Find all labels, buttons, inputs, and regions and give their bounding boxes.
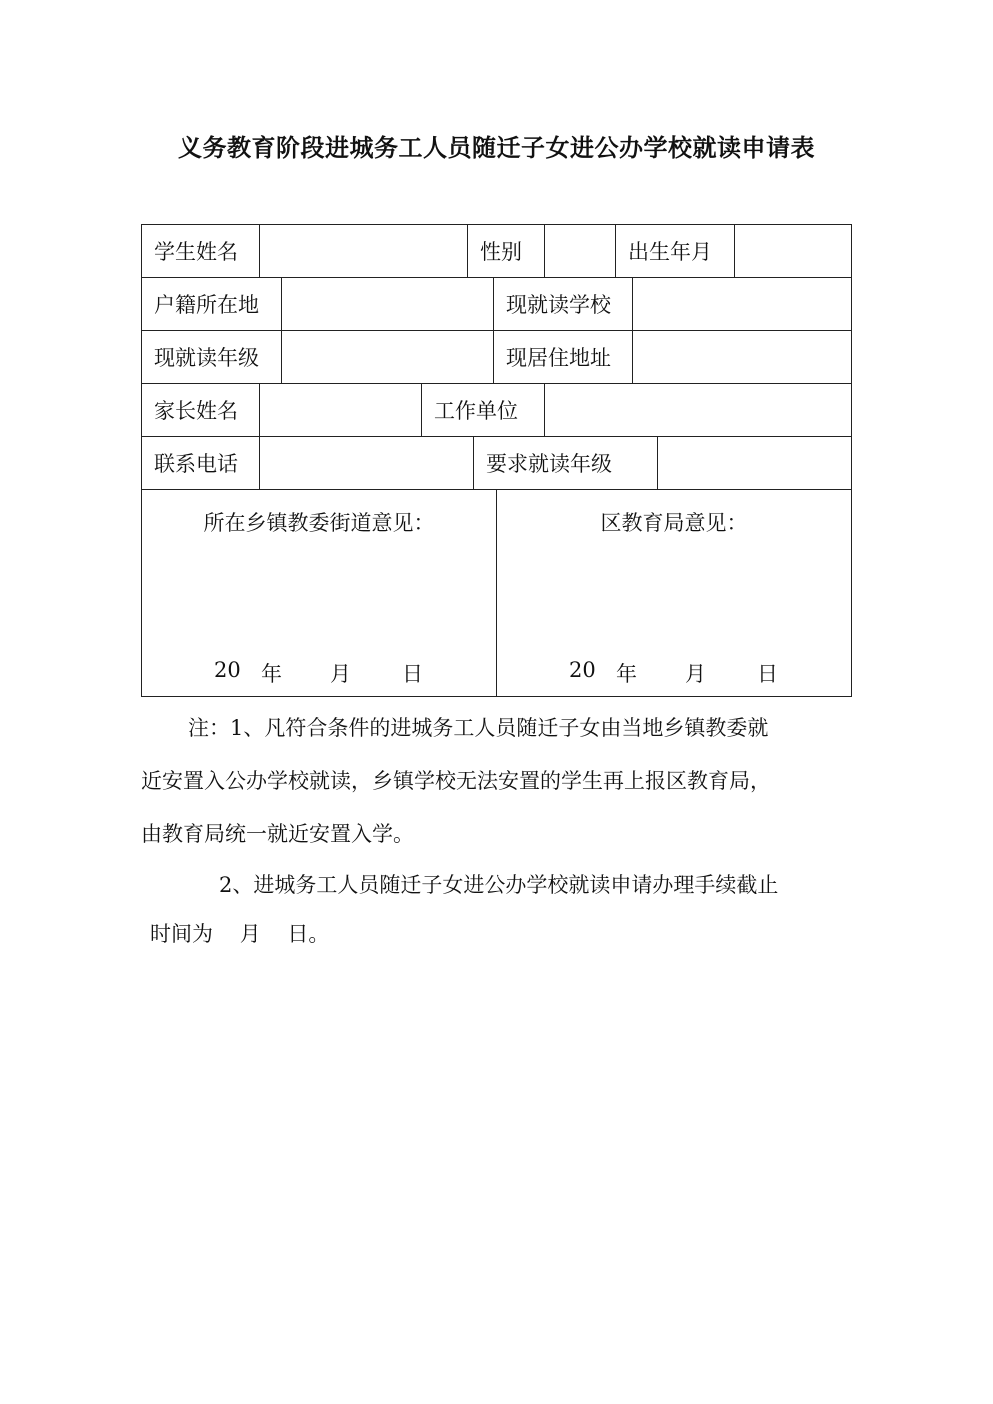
current-school-field[interactable] — [633, 278, 851, 330]
note-1-line-2: 近安置入公办学校就读，乡镇学校无法安置的学生再上报区教育局， — [141, 769, 771, 793]
gender-label: 性别 — [468, 225, 545, 277]
district-date-year: 年 — [616, 662, 637, 686]
birth-date-label: 出生年月 — [616, 225, 735, 277]
current-address-label: 现居住地址 — [494, 331, 633, 383]
note-2-line-1: 2、进城务工人员随迁子女进公办学校就读申请办理手续截止 — [219, 873, 779, 897]
township-date-year: 年 — [261, 662, 282, 686]
form-row-parent — [142, 384, 851, 437]
household-location-label: 户籍所在地 — [142, 278, 282, 330]
district-date-year-prefix: 20 — [569, 658, 596, 682]
township-date-month: 月 — [330, 662, 351, 686]
note-1-line-3: 由教育局统一就近安置入学。 — [141, 822, 414, 846]
township-date-year-prefix: 20 — [214, 658, 241, 682]
form-row-contact — [142, 437, 851, 490]
work-unit-label: 工作单位 — [422, 384, 545, 436]
current-grade-field[interactable] — [282, 331, 494, 383]
parent-name-field[interactable] — [260, 384, 422, 436]
current-grade-label: 现就读年级 — [142, 331, 282, 383]
requested-grade-label: 要求就读年级 — [474, 437, 658, 489]
current-address-field[interactable] — [633, 331, 851, 383]
phone-label: 联系电话 — [142, 437, 260, 489]
township-opinion-box[interactable] — [142, 490, 497, 696]
district-opinion-box[interactable] — [497, 490, 851, 696]
township-date-day: 日 — [402, 662, 423, 686]
household-location-field[interactable] — [282, 278, 494, 330]
note-2-line-2: 时间为 月 日。 — [150, 922, 330, 946]
gender-field[interactable] — [545, 225, 616, 277]
student-name-label: 学生姓名 — [142, 225, 260, 277]
student-name-field[interactable] — [260, 225, 468, 277]
form-row-grade — [142, 331, 851, 384]
district-date-day: 日 — [757, 662, 778, 686]
birth-date-field[interactable] — [735, 225, 851, 277]
page-title: 义务教育阶段进城务工人员随迁子女进公办学校就读申请表 — [178, 133, 815, 162]
requested-grade-field[interactable] — [658, 437, 851, 489]
township-opinion-label: 所在乡镇教委街道意见： — [203, 511, 435, 535]
parent-name-label: 家长姓名 — [142, 384, 260, 436]
form-row-student — [142, 225, 851, 278]
district-date-month: 月 — [685, 662, 706, 686]
work-unit-field[interactable] — [545, 384, 851, 436]
application-form-table — [141, 224, 852, 697]
form-row-household — [142, 278, 851, 331]
district-opinion-label: 区教育局意见： — [600, 511, 748, 535]
note-1-line-1: 注：1、凡符合条件的进城务工人员随迁子女由当地乡镇教委就 — [188, 716, 769, 740]
current-school-label: 现就读学校 — [494, 278, 633, 330]
phone-field[interactable] — [260, 437, 474, 489]
